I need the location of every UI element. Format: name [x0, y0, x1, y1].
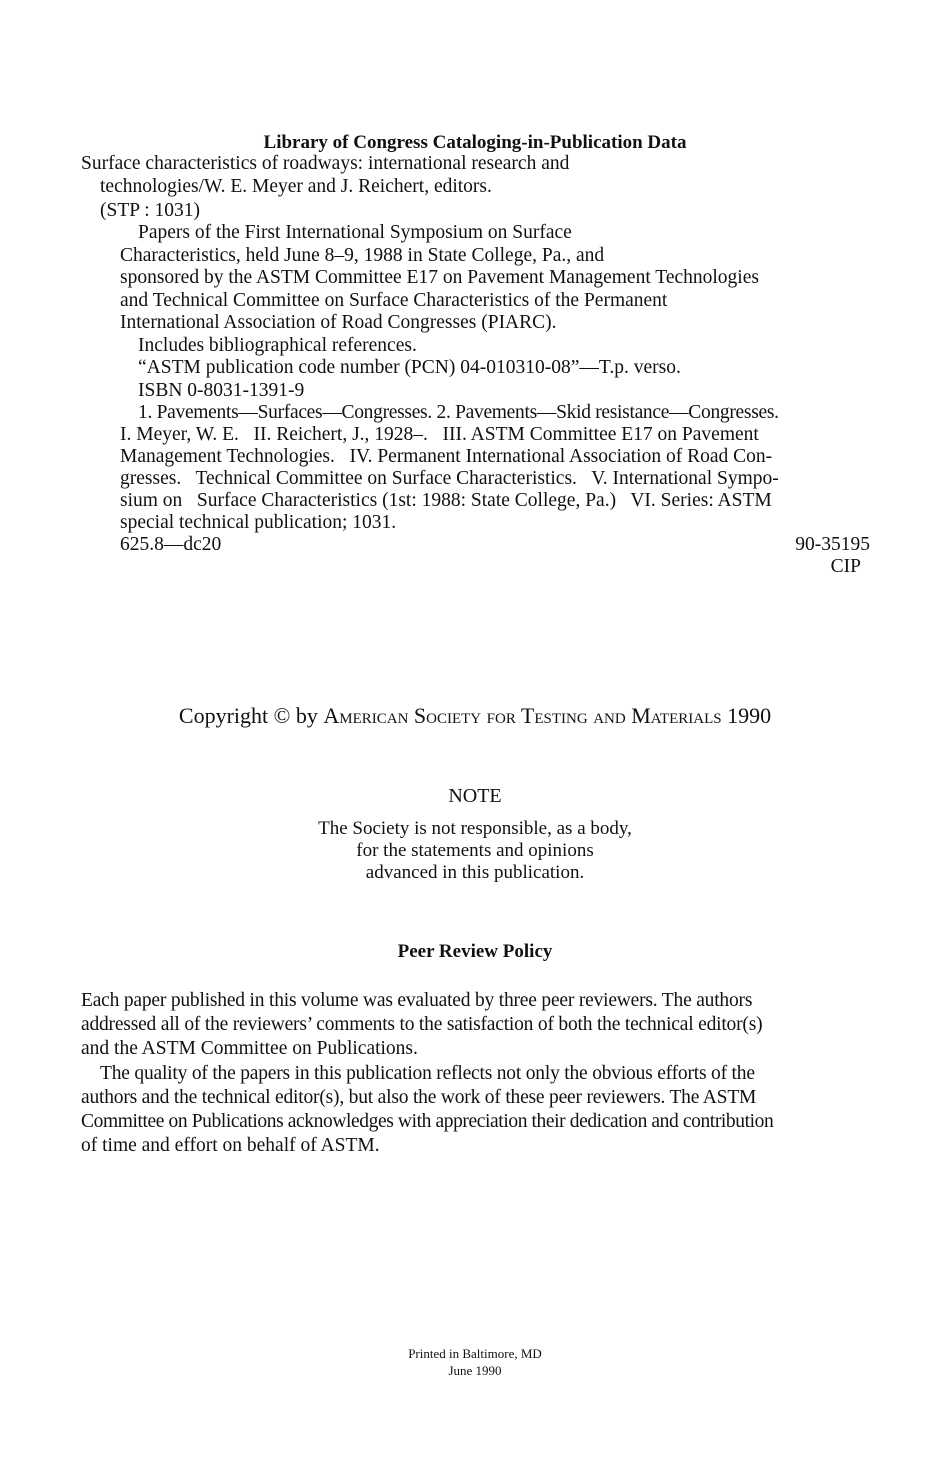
cip-line: 1. Pavements—Surfaces—Congresses. 2. Pavements—Skid resistance—Congresses. [138, 402, 779, 423]
cip-line: sium on Surface Characteristics (1st: 1988: State College, Pa.) VI. Series: ASTM [120, 490, 772, 511]
copyright-society: American Society for Testing and Materials [323, 703, 722, 728]
cip-line: Management Technologies. IV. Permanent International Association of Road Con- [120, 446, 773, 467]
cip-line: Includes bibliographical references. [138, 335, 417, 356]
cip-line: Surface characteristics of roadways: international research and [81, 153, 570, 174]
cip-line: gresses. Technical Committee on Surface Characteristics. V. International Sympo- [120, 468, 779, 489]
cip-line: I. Meyer, W. E. II. Reichert, J., 1928–. III. ASTM Committee E17 on Pavement [120, 424, 759, 445]
peer-review-line: addressed all of the reviewers’ comments to the satisfaction of both the technical editor(s) [81, 1014, 763, 1035]
note-title: NOTE [448, 785, 502, 807]
note-line: The Society is not responsible, as a body, [318, 818, 632, 839]
cip-line: and Technical Committee on Surface Characteristics of the Permanent [120, 290, 668, 311]
cip-mark: CIP [830, 556, 861, 577]
printed-date: June 1990 [448, 1363, 502, 1378]
copyright-prefix: Copyright © by [178, 703, 318, 728]
cip-classification: 625.8—dc20 [120, 534, 222, 555]
cip-line: technologies/W. E. Meyer and J. Reichert, editors. [100, 176, 492, 197]
copyright-notice [0, 703, 950, 729]
cip-line: “ASTM publication code number (PCN) 04-010310-08”—T.p. verso. [138, 357, 681, 378]
note-line: for the statements and opinions [356, 840, 594, 861]
cip-title: Library of Congress Cataloging-in-Publication Data [263, 132, 687, 153]
cip-line: Characteristics, held June 8–9, 1988 in State College, Pa., and [120, 245, 605, 266]
cip-line: Papers of the First International Symposium on Surface [138, 222, 572, 243]
peer-review-line: authors and the technical editor(s), but also the work of these peer reviewers. The ASTM [81, 1087, 757, 1108]
peer-review-line: Each paper published in this volume was evaluated by three peer reviewers. The authors [81, 990, 753, 1011]
note-line: advanced in this publication. [365, 862, 585, 883]
peer-review-line: of time and effort on behalf of ASTM. [81, 1135, 380, 1156]
copyright-year: 1990 [727, 703, 772, 728]
peer-review-line: The quality of the papers in this publication reflects not only the obvious efforts of the [100, 1063, 755, 1084]
peer-review-title: Peer Review Policy [397, 941, 553, 962]
peer-review-line: and the ASTM Committee on Publications. [81, 1038, 418, 1059]
cip-lccn: 90-35195 [795, 534, 870, 555]
cip-line: ISBN 0-8031-1391-9 [138, 380, 305, 401]
printed-place: Printed in Baltimore, MD [408, 1346, 542, 1361]
cip-line: sponsored by the ASTM Committee E17 on Pavement Management Technologies [120, 267, 759, 288]
cip-line: (STP : 1031) [100, 200, 201, 221]
peer-review-line: Committee on Publications acknowledges with appreciation their dedication and contribution [81, 1111, 774, 1132]
cip-line: special technical publication; 1031. [120, 512, 397, 533]
cip-line: International Association of Road Congresses (PIARC). [120, 312, 557, 333]
